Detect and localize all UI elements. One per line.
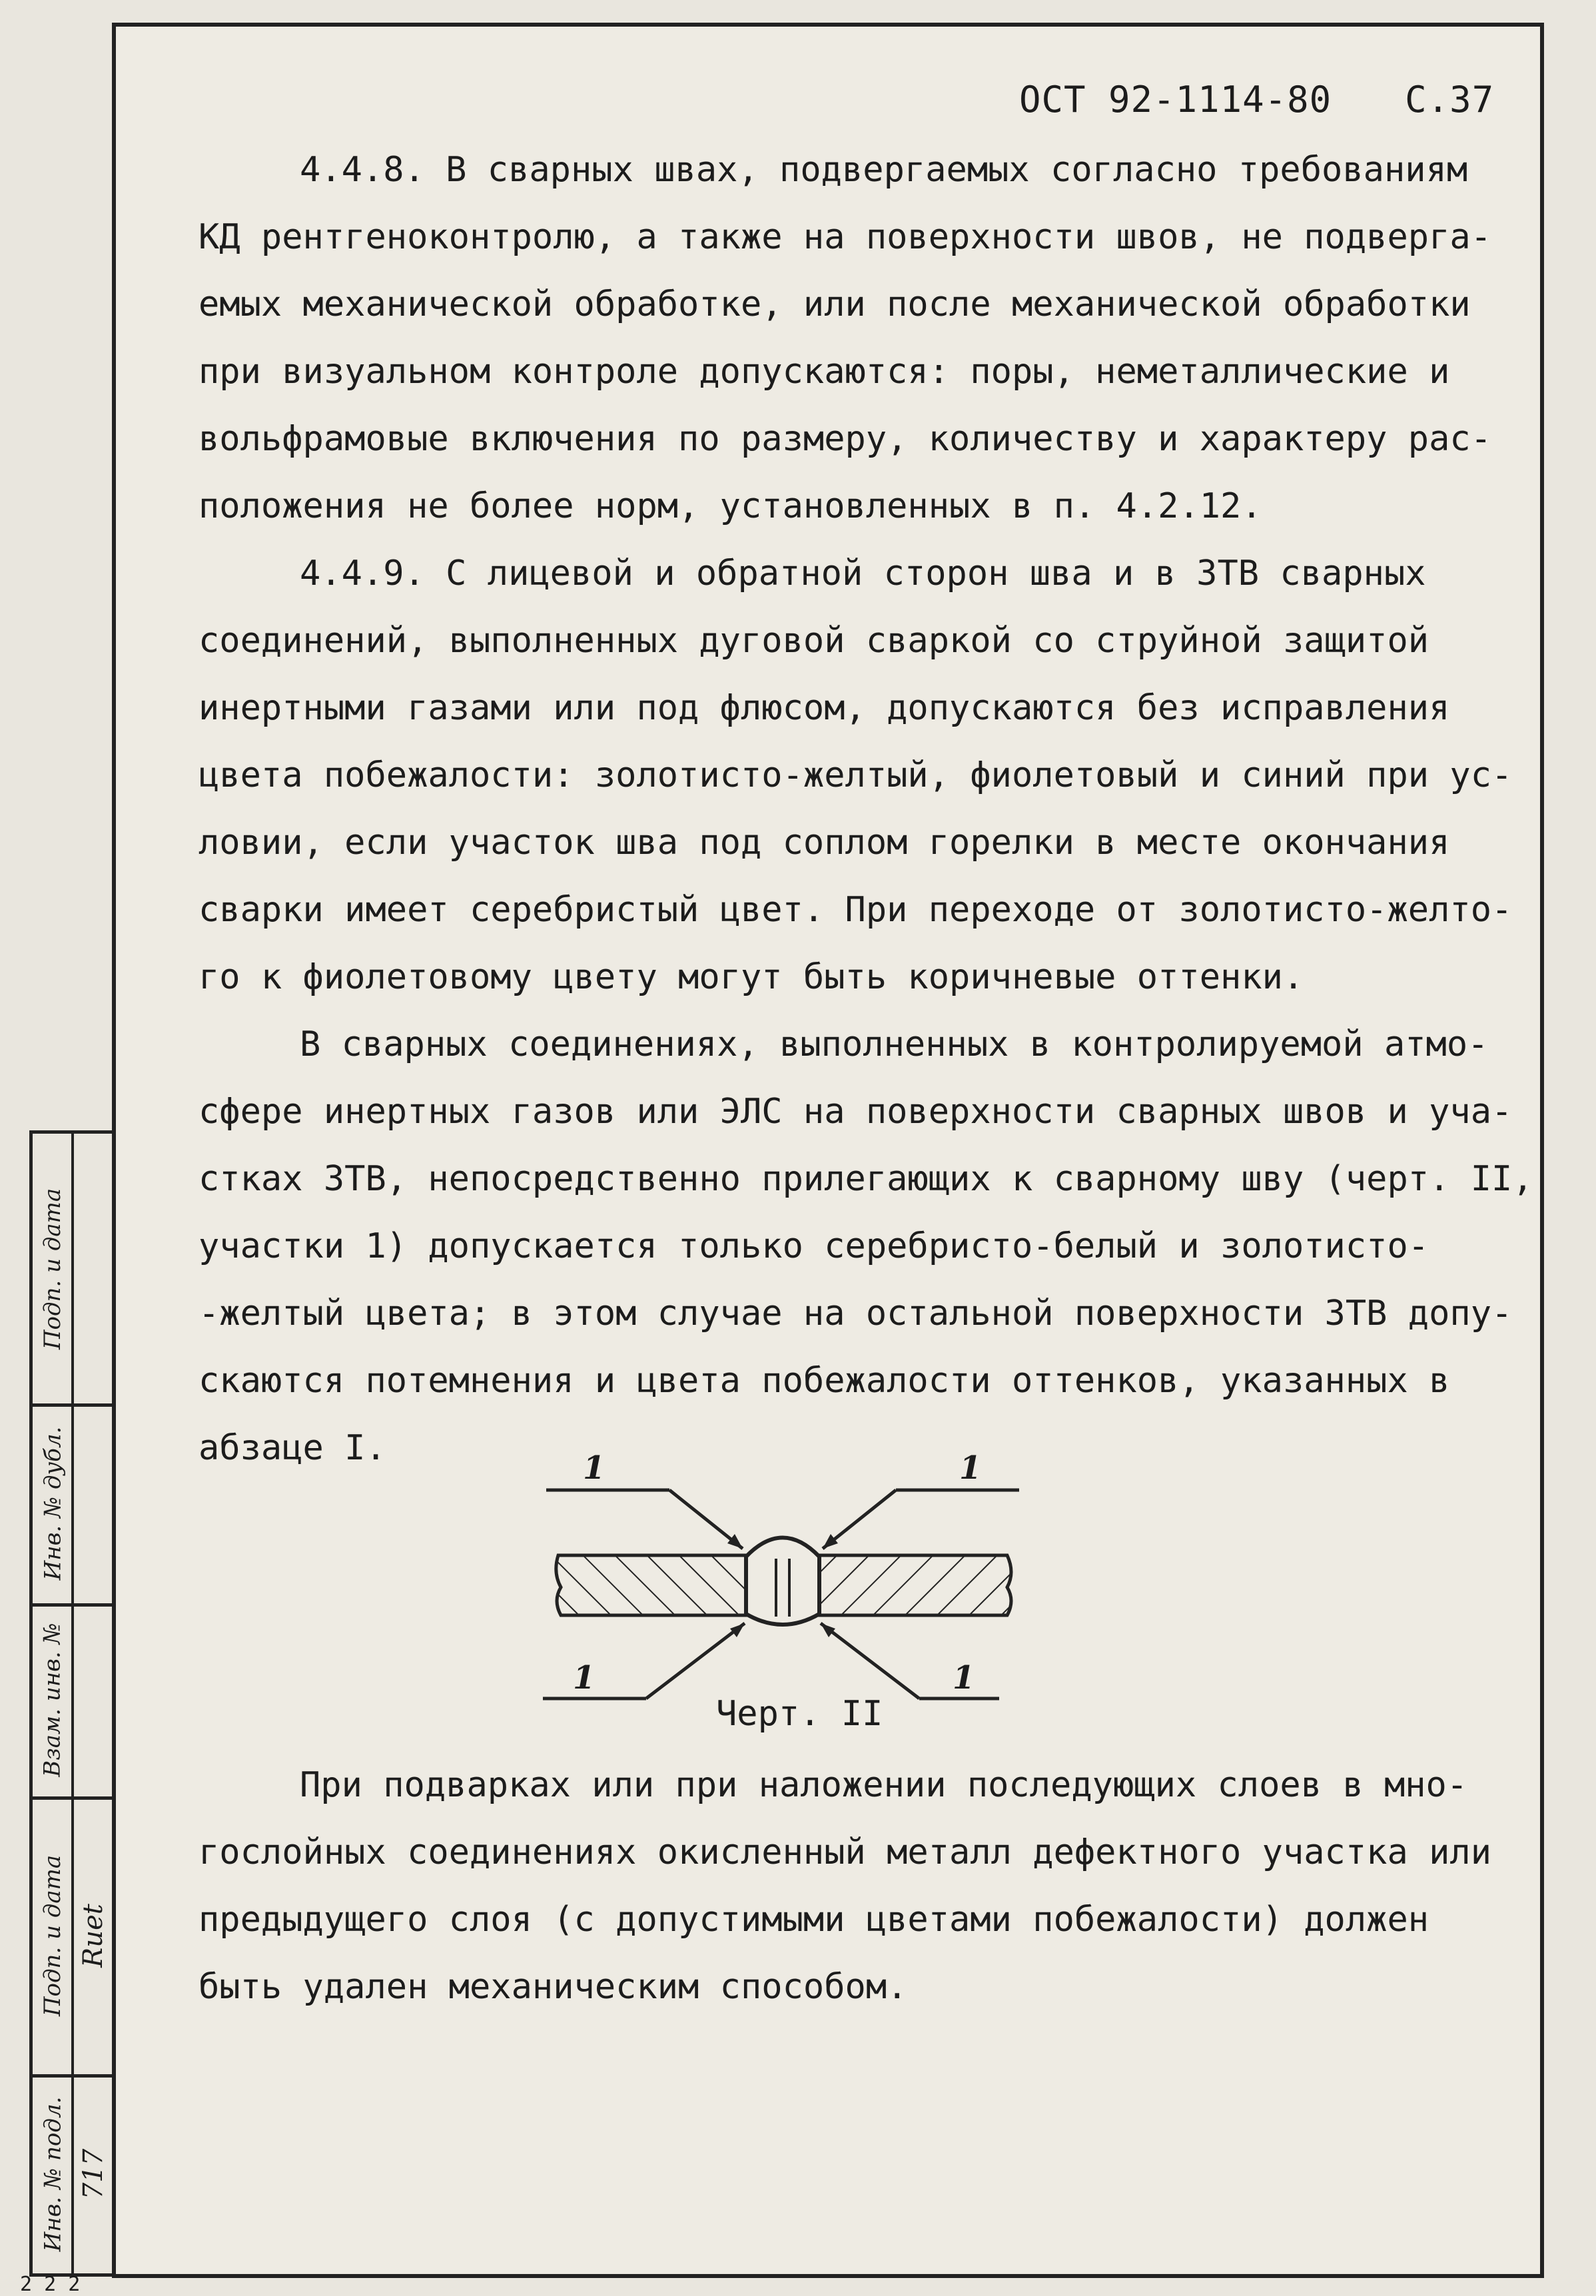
zone-label: 1: [953, 1659, 975, 1697]
text-line: сварки имеет серебристый цвет. При переходе от золотисто-желто-: [199, 890, 1513, 930]
document-code: ОСТ 92-1114-80: [1019, 79, 1332, 121]
text-line: емых механической обработке, или после механической обработки: [199, 284, 1471, 324]
text-line: при визуальном контроле допускаются: поры, неметаллические и: [199, 352, 1450, 392]
text-line: участки 1) допускается только серебристо-белый и золотисто-: [199, 1226, 1429, 1266]
stamp-label-signature-date: Подп. и дата: [39, 1188, 66, 1349]
zone-label: 1: [583, 1449, 605, 1487]
weld-seam-diagram: [533, 1442, 1032, 1735]
text-line: В сварных соединениях, выполненных в контролируемой атмо-: [300, 1024, 1489, 1064]
text-line: положения не более норм, установленных в п. 4.2.12.: [199, 486, 1262, 526]
inventory-number: 717: [78, 2148, 109, 2200]
text-line: цвета побежалости: золотисто-желтый, фиолетовый и синий при ус-: [199, 755, 1513, 795]
handwritten-signature: Ruet: [78, 1903, 109, 1968]
text-line: вольфрамовые включения по размеру, количеству и характеру рас-: [199, 419, 1492, 459]
text-line: гослойных соединениях окисленный металл дефектного участка или: [199, 1832, 1492, 1872]
stamp-label-original-inventory: Инв. № подл.: [39, 2096, 66, 2252]
figure-caption: Черт. II: [716, 1694, 883, 1734]
bottom-mark: 2 2 2: [20, 2273, 81, 2296]
text-line: предыдущего слоя (с допустимыми цветами побежалости) должен: [199, 1900, 1429, 1940]
text-line: быть удален механическим способом.: [199, 1967, 908, 2007]
text-line: КД рентгеноконтролю, а также на поверхности швов, не подверга-: [199, 217, 1492, 257]
text-line: сфере инертных газов или ЭЛС на поверхности сварных швов и уча-: [199, 1092, 1513, 1132]
weld-bead: [746, 1538, 819, 1625]
text-line: При подварках или при наложении последующих слоев в мно-: [300, 1765, 1468, 1805]
leader-bottom-left: [646, 1623, 745, 1699]
approval-stamp-column: [29, 1130, 112, 2277]
leader-bottom-right: [821, 1623, 919, 1699]
text-line: абзаце I.: [199, 1428, 386, 1468]
left-plate: [556, 1555, 753, 1615]
text-line: ловии, если участок шва под соплом горелки в месте окончания: [199, 823, 1450, 863]
stamp-label-signature-date-2: Подп. и дата: [39, 1854, 66, 2016]
zone-label: 1: [573, 1659, 596, 1697]
stamp-label-duplicate-inventory: Инв. № дубл.: [39, 1426, 67, 1581]
text-line: инертными газами или под флюсом, допускаются без исправления: [199, 688, 1450, 728]
text-line: стках ЗТВ, непосредственно прилегающих к сварному шву (черт. II,: [199, 1159, 1533, 1199]
text-line: го к фиолетовому цвету могут быть коричневые оттенки.: [199, 957, 1304, 997]
text-line: -желтый цвета; в этом случае на остальной поверхности ЗТВ допу-: [199, 1294, 1513, 1334]
zone-label: 1: [959, 1449, 982, 1487]
body-text-bottom: [199, 1752, 1497, 2021]
body-text-top: [199, 137, 1533, 1482]
page-header: [1019, 79, 1494, 121]
weld-drawing: [533, 1442, 1032, 1735]
page-number: С.37: [1405, 79, 1495, 121]
text-line: 4.4.9. С лицевой и обратной сторон шва и в ЗТВ сварных: [300, 554, 1426, 593]
text-line: 4.4.8. В сварных швах, подвергаемых согласно требованиям: [300, 150, 1468, 190]
right-plate: [813, 1555, 1011, 1615]
text-line: соединений, выполненных дуговой сваркой со струйной защитой: [199, 621, 1429, 661]
stamp-label-replacement-inventory: Взам. инв. №: [39, 1623, 67, 1777]
text-line: скаются потемнения и цвета побежалости оттенков, указанных в: [199, 1361, 1450, 1401]
